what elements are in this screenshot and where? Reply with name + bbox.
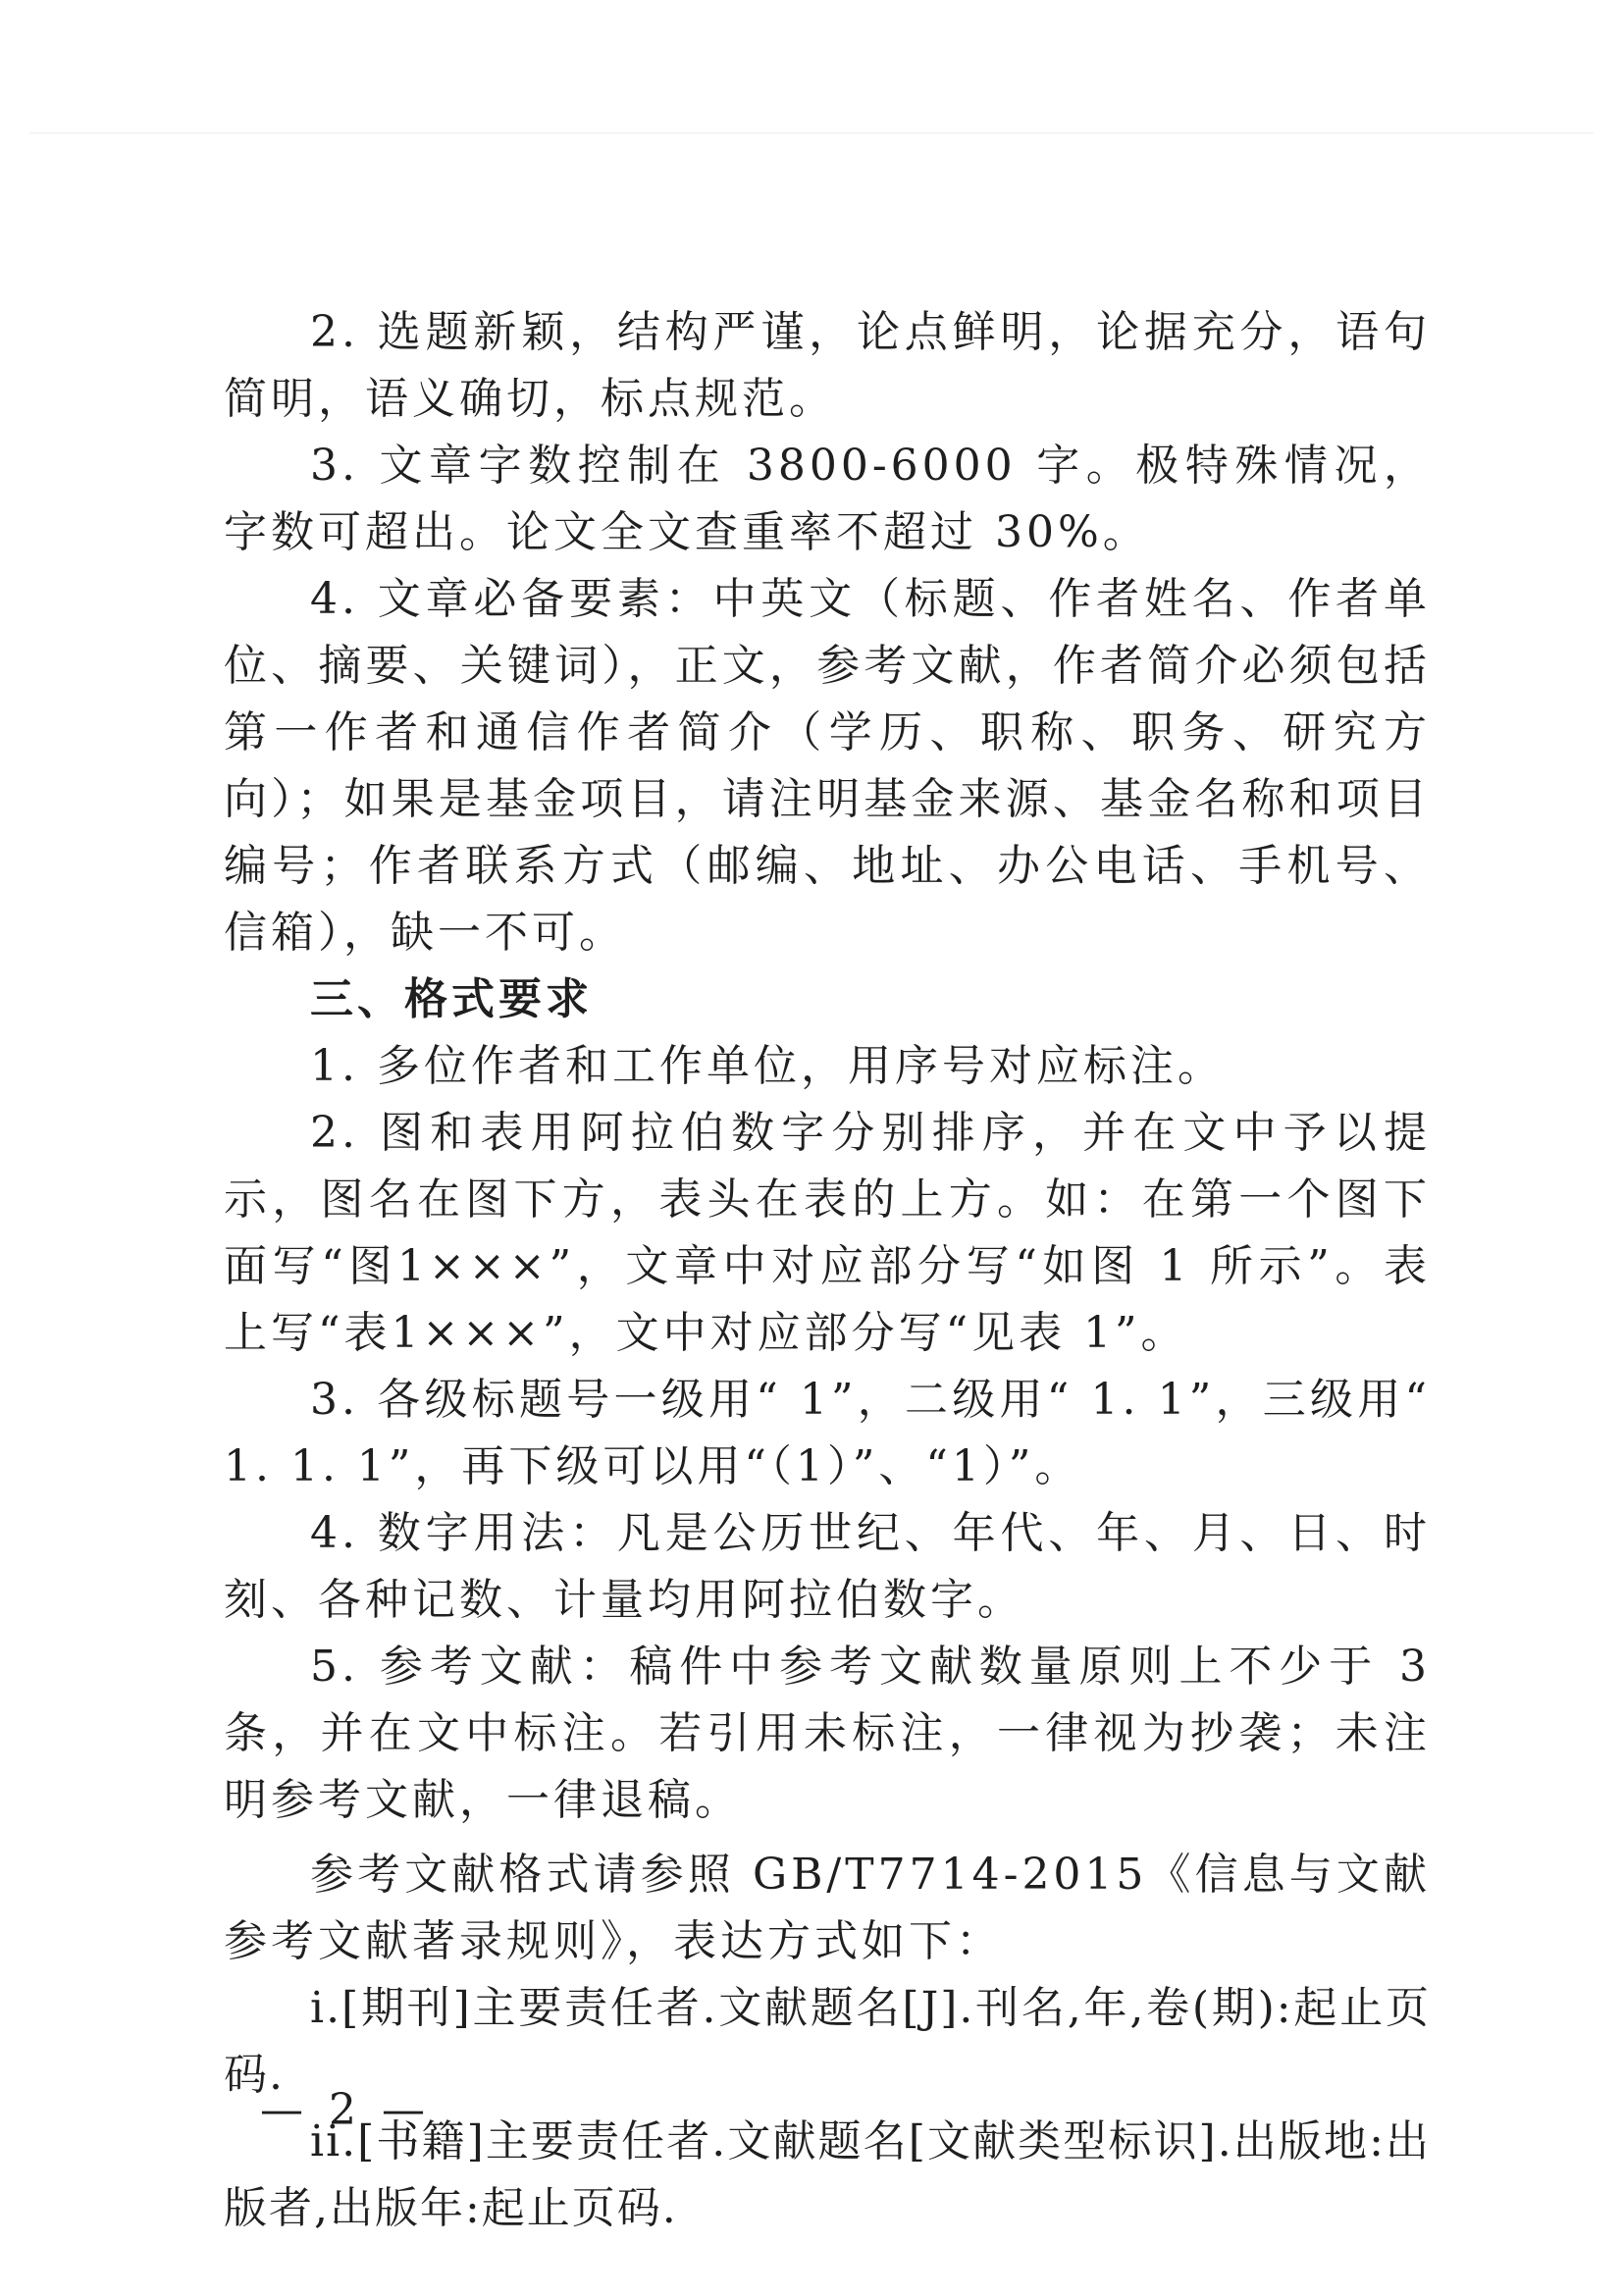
- format-item-1-authors: 1. 多位作者和工作单位，用序号对应标注。: [310, 1041, 1225, 1091]
- section-heading-format: 三、格式要求: [310, 974, 593, 1024]
- reference-example-book: ii.[书籍]主要责任者.文献题名[文献类型标识].出版地:出版者,出版年:起止页码.: [224, 2116, 1431, 2233]
- document-body: [224, 299, 1431, 2242]
- format-item-2-figures-tables: 2. 图和表用阿拉伯数字分别排序，并在文中予以提示，图名在图下方，表头在表的上方。如：在第一个图下面写“图1×××”，文章中对应部分写“如图 1 所示”。表上写“表1×××”，文中对应部分写“见表 1”。: [224, 1108, 1431, 1358]
- item-4-required-elements: 4. 文章必备要素：中英文（标题、作者姓名、作者单位、摘要、关键词），正文，参考文献，作者简介必须包括第一作者和通信作者简介（学历、职称、职务、研究方向）；如果是基金项目，请注明基金来源、基金名称和项目编号；作者联系方式（邮编、地址、办公电话、手机号、信箱），缺一不可。: [224, 574, 1431, 958]
- page-number: — 2 —: [260, 2085, 431, 2135]
- item-3-word-count: 3. 文章字数控制在 3800-6000 字。极特殊情况，字数可超出。论文全文查重率不超过 30%。: [224, 441, 1431, 557]
- item-2-topic-requirements: 2. 选题新颖，结构严谨，论点鲜明，论据充分，语句简明，语义确切，标点规范。: [224, 307, 1431, 424]
- format-item-4-numbers: 4. 数字用法：凡是公历世纪、年代、年、月、日、时刻、各种记数、计量均用阿拉伯数字。: [224, 1508, 1431, 1625]
- reference-example-journal: i.[期刊]主要责任者.文献题名[J].刊名,年,卷(期):起止页码.: [224, 1983, 1431, 2100]
- format-item-5-references: 5. 参考文献：稿件中参考文献数量原则上不少于 3 条，并在文中标注。若引用未标注，一律视为抄袭；未注明参考文献，一律退稿。: [224, 1642, 1431, 1825]
- scan-edge-line: [29, 132, 1594, 133]
- format-item-3-heading-numbers: 3. 各级标题号一级用“ 1”，二级用“ 1. 1”，三级用“ 1. 1. 1”，再下级可以用“（1）”、“1）”。: [224, 1375, 1431, 1491]
- reference-format-intro: 参考文献格式请参照 GB/T7714-2015《信息与文献参考文献著录规则》，表达方式如下：: [224, 1850, 1431, 1966]
